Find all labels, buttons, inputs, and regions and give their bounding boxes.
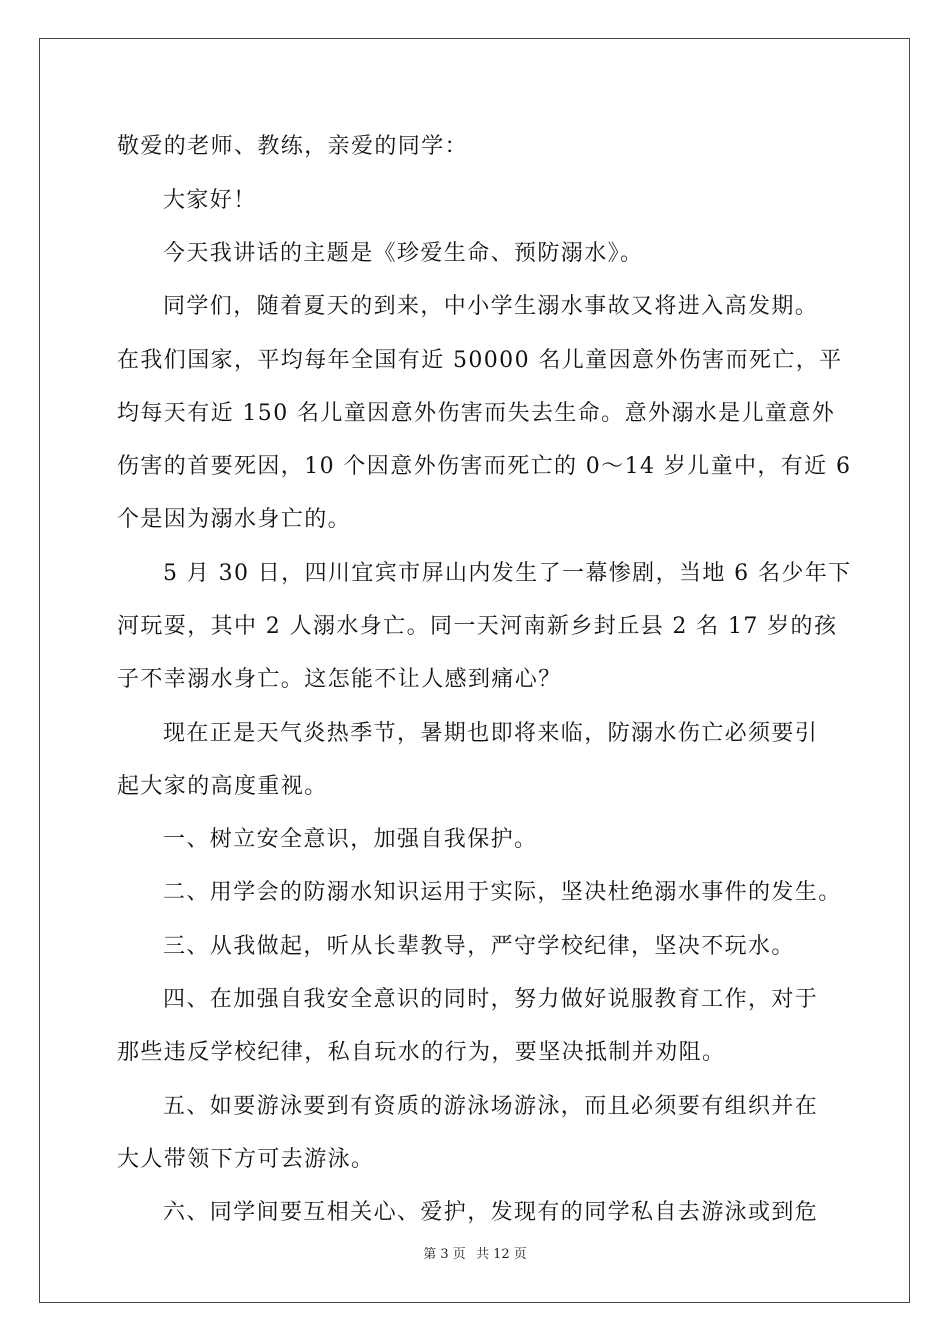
page-total: 共 12 页 <box>475 1247 527 1262</box>
list-item: 三、从我做起，听从长辈教导，严守学校纪律，坚决不玩水。 <box>163 934 795 959</box>
list-item: 一、树立安全意识，加强自我保护。 <box>163 827 538 852</box>
text-line: 大人带领下方可去游泳。 <box>117 1147 375 1172</box>
text-line: 那些违反学校纪律，私自玩水的行为，要坚决抵制并劝阻。 <box>117 1040 726 1065</box>
text-line: 子不幸溺水身亡。这怎能不让人感到痛心？ <box>117 667 562 692</box>
text-line: 今天我讲话的主题是《珍爱生命、预防溺水》。 <box>163 241 644 266</box>
page-number: 第 3 页 <box>423 1247 466 1262</box>
text-line: 同学们，随着夏天的到来，中小学生溺水事故又将进入高发期。 <box>163 294 819 319</box>
text-line: 个是因为溺水身亡的。 <box>117 507 352 532</box>
text-line: 起大家的高度重视。 <box>117 774 328 799</box>
text-line: 5 月 30 日，四川宜宾市屏山内发生了一幕惨剧，当地 6 名少年下 <box>163 561 852 586</box>
text-line: 均每天有近 150 名儿童因意外伤害而失去生命。意外溺水是儿童意外 <box>117 401 836 426</box>
text-line: 在我们国家，平均每年全国有近 50000 名儿童因意外伤害而死亡，平 <box>117 348 843 373</box>
page-footer <box>0 1246 950 1264</box>
list-item: 二、用学会的防溺水知识运用于实际，坚决杜绝溺水事件的发生。 <box>163 880 842 905</box>
text-line: 现在正是天气炎热季节，暑期也即将来临，防溺水伤亡必须要引 <box>163 721 819 746</box>
salutation: 敬爱的老师、教练，亲爱的同学： <box>117 134 469 159</box>
greeting: 大家好！ <box>163 188 257 213</box>
list-item: 五、如要游泳要到有资质的游泳场游泳，而且必须要有组织并在 <box>163 1094 819 1119</box>
list-item: 六、同学间要互相关心、爱护，发现有的同学私自去游泳或到危 <box>163 1200 819 1225</box>
list-item: 四、在加强自我安全意识的同时，努力做好说服教育工作，对于 <box>163 987 819 1012</box>
text-line: 河玩耍，其中 2 人溺水身亡。同一天河南新乡封丘县 2 名 17 岁的孩 <box>117 614 838 639</box>
text-line: 伤害的首要死因，10 个因意外伤害而死亡的 0～14 岁儿童中，有近 6 <box>117 454 852 479</box>
